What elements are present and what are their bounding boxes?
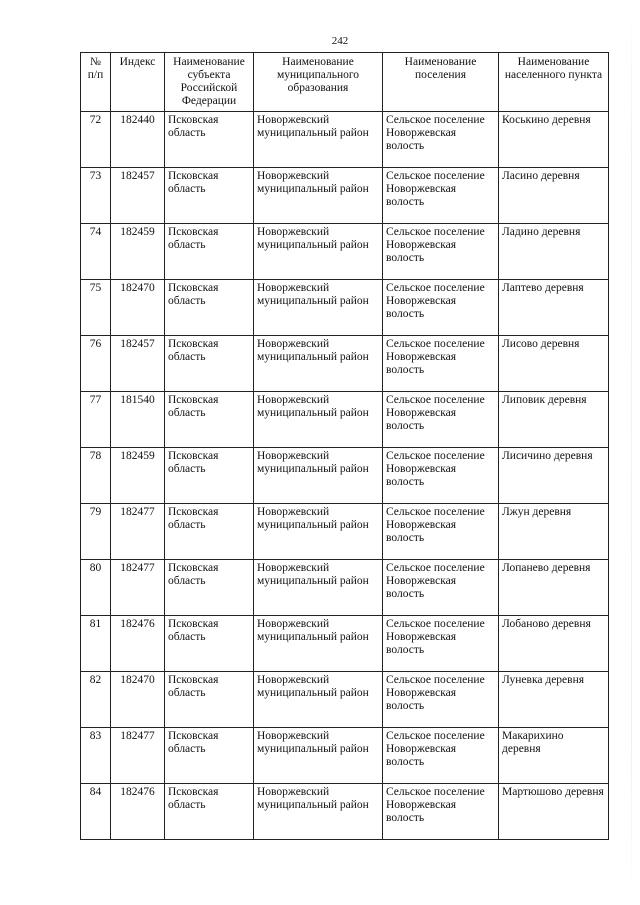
row-subject: Псковская область	[165, 392, 254, 448]
row-index: 182440	[111, 112, 165, 168]
row-locality: Мартюшово деревня	[499, 784, 609, 840]
row-subject: Псковская область	[165, 168, 254, 224]
row-settlement: Сельское поселение Новоржевская волость	[383, 224, 499, 280]
row-index: 182470	[111, 672, 165, 728]
row-settlement: Сельское поселение Новоржевская волость	[383, 448, 499, 504]
header-num: № п/п	[81, 53, 111, 112]
row-settlement: Сельское поселение Новоржевская волость	[383, 280, 499, 336]
row-settlement: Сельское поселение Новоржевская волость	[383, 560, 499, 616]
row-locality: Ласино деревня	[499, 168, 609, 224]
row-locality: Лопанево деревня	[499, 560, 609, 616]
row-subject: Псковская область	[165, 728, 254, 784]
row-subject: Псковская область	[165, 280, 254, 336]
row-settlement: Сельское поселение Новоржевская волость	[383, 168, 499, 224]
row-locality: Макарихино деревня	[499, 728, 609, 784]
table-row	[81, 504, 609, 560]
row-subject: Псковская область	[165, 784, 254, 840]
row-locality: Лжун деревня	[499, 504, 609, 560]
header-settlement: Наименование поселения	[383, 53, 499, 112]
row-num: 75	[81, 280, 111, 336]
row-index: 182477	[111, 728, 165, 784]
row-subject: Псковская область	[165, 112, 254, 168]
row-municipality: Новоржевский муниципальный район	[254, 616, 383, 672]
row-municipality: Новоржевский муниципальный район	[254, 336, 383, 392]
row-index: 182457	[111, 168, 165, 224]
row-municipality: Новоржевский муниципальный район	[254, 728, 383, 784]
row-municipality: Новоржевский муниципальный район	[254, 504, 383, 560]
row-subject: Псковская область	[165, 672, 254, 728]
row-settlement: Сельское поселение Новоржевская волость	[383, 504, 499, 560]
header-locality: Наименование населенного пункта	[499, 53, 609, 112]
row-locality: Лаптево деревня	[499, 280, 609, 336]
row-subject: Псковская область	[165, 448, 254, 504]
row-settlement: Сельское поселение Новоржевская волость	[383, 336, 499, 392]
table-row	[81, 168, 609, 224]
row-municipality: Новоржевский муниципальный район	[254, 560, 383, 616]
table-row	[81, 672, 609, 728]
row-settlement: Сельское поселение Новоржевская волость	[383, 728, 499, 784]
row-num: 83	[81, 728, 111, 784]
row-settlement: Сельское поселение Новоржевская волость	[383, 392, 499, 448]
row-num: 84	[81, 784, 111, 840]
row-municipality: Новоржевский муниципальный район	[254, 392, 383, 448]
table-row	[81, 112, 609, 168]
row-num: 82	[81, 672, 111, 728]
row-subject: Псковская область	[165, 336, 254, 392]
table-body	[81, 112, 609, 840]
table-header	[81, 53, 609, 112]
table-row	[81, 448, 609, 504]
row-locality: Лисово деревня	[499, 336, 609, 392]
table-row	[81, 784, 609, 840]
row-index: 182459	[111, 224, 165, 280]
header-subject: Наименование субъекта Российской Федерации	[165, 53, 254, 112]
page-number: 242	[331, 35, 349, 47]
row-subject: Псковская область	[165, 616, 254, 672]
table-row	[81, 728, 609, 784]
row-locality: Ладино деревня	[499, 224, 609, 280]
row-subject: Псковская область	[165, 224, 254, 280]
row-index: 182457	[111, 336, 165, 392]
row-locality: Лисичино деревня	[499, 448, 609, 504]
settlements-table	[80, 52, 609, 840]
row-num: 78	[81, 448, 111, 504]
row-num: 73	[81, 168, 111, 224]
row-index: 182476	[111, 616, 165, 672]
row-subject: Псковская область	[165, 560, 254, 616]
row-num: 79	[81, 504, 111, 560]
row-locality: Липовик деревня	[499, 392, 609, 448]
row-num: 77	[81, 392, 111, 448]
row-municipality: Новоржевский муниципальный район	[254, 672, 383, 728]
row-index: 182477	[111, 504, 165, 560]
row-municipality: Новоржевский муниципальный район	[254, 224, 383, 280]
table-row	[81, 616, 609, 672]
header-municipality: Наименование муниципального образования	[254, 53, 383, 112]
row-municipality: Новоржевский муниципальный район	[254, 168, 383, 224]
row-num: 81	[81, 616, 111, 672]
row-municipality: Новоржевский муниципальный район	[254, 448, 383, 504]
scan-edge	[631, 0, 632, 905]
row-locality: Коськино деревня	[499, 112, 609, 168]
row-settlement: Сельское поселение Новоржевская волость	[383, 784, 499, 840]
row-num: 74	[81, 224, 111, 280]
row-num: 76	[81, 336, 111, 392]
table-row	[81, 392, 609, 448]
table-row	[81, 560, 609, 616]
row-index: 182477	[111, 560, 165, 616]
table-row	[81, 280, 609, 336]
row-municipality: Новоржевский муниципальный район	[254, 784, 383, 840]
row-municipality: Новоржевский муниципальный район	[254, 112, 383, 168]
row-settlement: Сельское поселение Новоржевская волость	[383, 616, 499, 672]
row-settlement: Сельское поселение Новоржевская волость	[383, 672, 499, 728]
row-index: 182470	[111, 280, 165, 336]
row-index: 182476	[111, 784, 165, 840]
row-index: 182459	[111, 448, 165, 504]
row-settlement: Сельское поселение Новоржевская волость	[383, 112, 499, 168]
row-num: 72	[81, 112, 111, 168]
row-index: 181540	[111, 392, 165, 448]
header-index: Индекс	[111, 53, 165, 112]
row-locality: Луневка деревня	[499, 672, 609, 728]
row-num: 80	[81, 560, 111, 616]
table-row	[81, 336, 609, 392]
row-municipality: Новоржевский муниципальный район	[254, 280, 383, 336]
row-locality: Лобаново деревня	[499, 616, 609, 672]
header-row	[81, 53, 609, 112]
table-row	[81, 224, 609, 280]
row-subject: Псковская область	[165, 504, 254, 560]
